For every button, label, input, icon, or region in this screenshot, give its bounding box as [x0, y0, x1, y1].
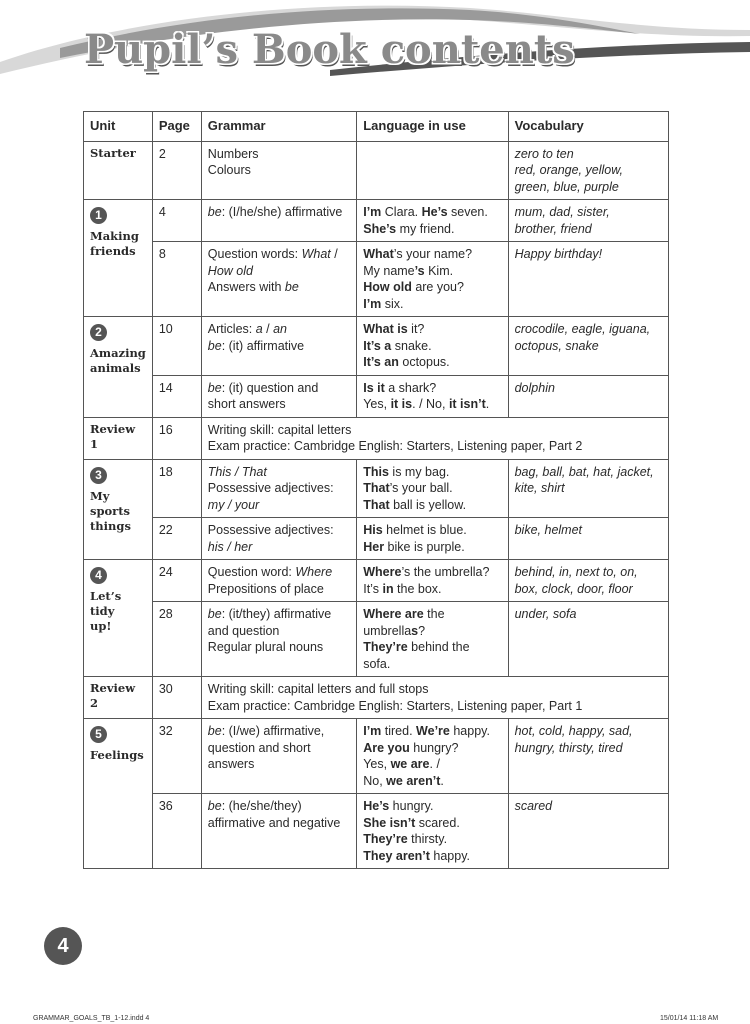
text-run: They’re — [363, 640, 408, 654]
review-cell — [201, 677, 668, 719]
vocab-line: octopus, snake — [514, 338, 599, 353]
language-line — [363, 497, 501, 514]
text-run: He’s — [363, 799, 390, 813]
unit-name: My sports — [90, 488, 131, 518]
table-row — [84, 560, 669, 602]
grammar-line: Colours — [207, 163, 251, 177]
text-run: : (he/she/they) — [221, 799, 302, 813]
grammar-line: and question — [207, 623, 280, 638]
grammar-line: How old — [207, 263, 253, 278]
language-cell — [357, 459, 508, 518]
grammar-line — [208, 279, 350, 296]
text-run: I’m — [363, 724, 382, 738]
text-run: be — [207, 205, 222, 219]
text-run: What — [301, 247, 331, 261]
language-line — [363, 246, 501, 263]
contents-table — [83, 111, 669, 869]
text-run: I’m — [363, 205, 382, 219]
grammar-line: short answers — [207, 397, 286, 411]
unit-number-badge: 4 — [90, 567, 107, 584]
table-row — [84, 602, 669, 677]
review-line: Writing skill: capital letters — [207, 422, 352, 437]
grammar-cell — [201, 518, 356, 560]
text-run: : (it) affirmative — [221, 338, 305, 353]
page-cell: 28 — [152, 602, 201, 677]
grammar-cell — [201, 459, 356, 518]
vocab-line: behind, in, next to, on, — [514, 565, 638, 579]
footer-timestamp: 15/01/14 11:18 AM — [660, 1015, 719, 1022]
text-run: happy. — [429, 848, 470, 863]
text-run: ? — [418, 623, 426, 638]
text-run: . / — [429, 757, 440, 771]
text-run: happy. — [449, 724, 490, 738]
language-line — [363, 623, 501, 640]
vocab-line: box, clock, door, floor — [514, 581, 633, 596]
text-run: / — [330, 247, 338, 261]
page-cell: 36 — [152, 794, 201, 869]
vocab-line: zero to ten — [514, 146, 574, 161]
unit-cell — [84, 719, 153, 869]
text-run: ’s the umbrella? — [401, 565, 490, 579]
unit-name: friends — [90, 244, 136, 258]
language-line — [363, 464, 501, 481]
text-run: Question word: — [207, 565, 296, 579]
language-cell — [357, 375, 508, 417]
text-run: It’s — [363, 581, 383, 596]
unit-cell — [84, 200, 153, 317]
language-line — [363, 204, 501, 221]
page-cell: 4 — [152, 200, 201, 242]
text-run: His — [363, 523, 383, 537]
text-run: are you? — [411, 280, 464, 294]
page-number-badge: 4 — [44, 927, 82, 965]
table-row — [84, 794, 669, 869]
language-cell — [357, 602, 508, 677]
language-cell — [357, 794, 508, 869]
language-line — [363, 831, 501, 848]
text-run: Articles: — [207, 322, 256, 336]
text-run: scared. — [415, 815, 460, 830]
text-run: ’s — [414, 263, 425, 278]
text-run: Yes, — [363, 757, 391, 771]
footer-filename: GRAMMAR_GOALS_TB_1-12.indd 4 — [33, 1015, 150, 1022]
vocab-line: kite, shirt — [514, 481, 565, 495]
language-line — [363, 606, 501, 623]
text-run: it? — [407, 322, 425, 336]
text-run: He’s — [421, 205, 448, 219]
language-cell — [357, 518, 508, 560]
text-run: it is — [390, 397, 413, 411]
text-run: the box. — [393, 581, 442, 596]
text-run: hungry. — [389, 799, 434, 813]
text-run: be — [207, 338, 222, 353]
text-run: ball is yellow. — [389, 497, 467, 512]
review-line: Writing skill: capital letters and full stops — [207, 682, 429, 696]
grammar-cell — [201, 141, 356, 200]
text-run: Are you — [363, 740, 410, 755]
text-run: No, — [363, 773, 387, 788]
language-cell — [357, 200, 508, 242]
unit-cell — [84, 317, 153, 418]
unit-name: Let’s tidy — [90, 589, 122, 618]
language-line — [363, 815, 501, 832]
language-line — [363, 296, 501, 313]
vocab-line: brother, friend — [514, 221, 592, 236]
text-run: be — [207, 724, 222, 738]
text-run: be — [207, 799, 222, 813]
grammar-cell — [201, 200, 356, 242]
unit-number-badge: 3 — [90, 467, 107, 484]
grammar-cell — [201, 602, 356, 677]
grammar-line — [208, 338, 350, 355]
text-run: ’s your ball. — [389, 481, 453, 495]
text-run: octopus. — [398, 355, 450, 369]
page-cell: 16 — [152, 417, 201, 459]
language-cell — [357, 141, 508, 200]
text-run: thirsty. — [407, 832, 448, 846]
text-run: is my bag. — [388, 464, 450, 479]
text-run: : (it/they) affirmative — [221, 607, 332, 621]
unit-name: Feelings — [90, 748, 144, 762]
table-header-row — [84, 112, 669, 142]
table-row — [84, 719, 669, 794]
grammar-cell — [201, 375, 356, 417]
grammar-line: Numbers — [207, 146, 259, 161]
text-run: be — [284, 280, 299, 294]
unit-name: up! — [90, 619, 112, 633]
text-run: a shark? — [384, 380, 437, 395]
grammar-line — [208, 380, 350, 397]
text-run: the — [423, 607, 445, 621]
text-run: : (it) question and — [221, 380, 319, 395]
text-run: She isn’t — [363, 815, 416, 830]
language-line — [363, 354, 501, 371]
text-run: / — [262, 322, 274, 336]
text-run: snake. — [391, 338, 432, 353]
language-line — [363, 756, 501, 773]
grammar-cell — [201, 794, 356, 869]
text-run: They aren’t — [363, 848, 430, 863]
text-run: Where are — [363, 607, 424, 621]
text-run: My name — [363, 263, 415, 278]
unit-cell: Starter — [84, 141, 153, 200]
page-cell: 10 — [152, 317, 201, 376]
language-line — [363, 773, 501, 790]
language-line — [363, 723, 501, 740]
grammar-line: Possessive adjectives: — [207, 523, 334, 537]
text-run: How old — [363, 280, 412, 294]
header-grammar: Grammar — [201, 112, 356, 142]
unit-number-badge: 1 — [90, 207, 107, 224]
unit-name: things — [90, 518, 131, 533]
unit-number-badge: 5 — [90, 726, 107, 743]
language-line — [363, 848, 501, 865]
grammar-cell — [201, 317, 356, 376]
unit-cell — [84, 560, 153, 677]
table-row — [84, 141, 669, 200]
text-run: ’s your name? — [393, 247, 473, 261]
text-run: tired. — [381, 724, 417, 738]
header-vocabulary: Vocabulary — [508, 112, 668, 142]
page-title: Pupil’s Book contents — [84, 26, 575, 73]
language-line — [363, 221, 501, 238]
vocab-line: bag, ball, bat, hat, jacket, — [514, 464, 654, 479]
unit-number-badge: 2 — [90, 324, 107, 341]
text-run: We’re — [416, 724, 450, 738]
text-run: I’m — [363, 296, 382, 311]
vocab-line: green, blue, purple — [514, 179, 619, 194]
language-line — [363, 798, 501, 815]
text-run: Her — [363, 539, 385, 554]
language-line — [363, 338, 501, 355]
vocabulary-cell — [508, 560, 668, 602]
vocabulary-cell — [508, 719, 668, 794]
grammar-line — [208, 606, 350, 623]
grammar-line — [208, 204, 350, 221]
page-cell: 22 — [152, 518, 201, 560]
language-cell — [357, 242, 508, 317]
text-run: It’s an — [363, 355, 399, 369]
language-line — [363, 639, 501, 656]
grammar-line: Possessive adjectives: — [207, 481, 334, 495]
text-run: bike is purple. — [384, 539, 465, 554]
header-unit: Unit — [84, 112, 153, 142]
table-row — [84, 317, 669, 376]
table-row — [84, 677, 669, 719]
review-cell — [201, 417, 668, 459]
language-line — [363, 539, 501, 556]
text-run: That — [363, 481, 390, 495]
language-cell — [357, 719, 508, 794]
grammar-line: Regular plural nouns — [207, 640, 324, 654]
text-run: That — [363, 497, 390, 512]
grammar-line — [208, 246, 350, 263]
grammar-line: question and short — [207, 740, 311, 755]
vocabulary-cell — [508, 200, 668, 242]
text-run: : (I/we) affirmative, — [221, 724, 325, 738]
language-line — [363, 480, 501, 497]
grammar-line — [208, 321, 350, 338]
language-line — [363, 321, 501, 338]
text-run: Kim. — [424, 263, 454, 278]
text-run: . — [440, 773, 444, 788]
text-run: umbrella — [363, 623, 412, 638]
vocab-line: red, orange, yellow, — [514, 163, 624, 177]
table-row — [84, 200, 669, 242]
text-run: seven. — [447, 205, 488, 219]
text-run: . — [485, 397, 490, 411]
grammar-line: answers — [207, 757, 255, 771]
vocab-line: hungry, thirsty, tired — [514, 740, 623, 755]
text-run: an — [273, 322, 288, 336]
text-run: What is — [363, 322, 408, 336]
grammar-line — [208, 798, 350, 815]
language-line — [363, 564, 501, 581]
page-cell: 32 — [152, 719, 201, 794]
vocabulary-cell: dolphin — [508, 375, 668, 417]
text-run: Is it — [363, 380, 385, 395]
text-run: Clara. — [381, 205, 422, 219]
text-run: behind the — [407, 640, 470, 654]
grammar-line: affirmative and negative — [207, 815, 341, 830]
vocabulary-cell — [508, 459, 668, 518]
vocabulary-cell: scared — [508, 794, 668, 869]
unit-name: Making — [90, 229, 139, 243]
vocabulary-cell — [508, 141, 668, 200]
review-line: Exam practice: Cambridge English: Starters, Listening paper, Part 2 — [207, 439, 583, 453]
unit-cell: Review 2 — [84, 677, 153, 719]
language-line — [363, 263, 501, 280]
table-row — [84, 242, 669, 317]
vocab-line: mum, dad, sister, — [514, 205, 610, 219]
text-run: helmet is blue. — [382, 523, 467, 537]
language-line — [363, 581, 501, 598]
grammar-cell — [201, 242, 356, 317]
text-run: What — [363, 247, 394, 261]
text-run: in — [382, 581, 394, 596]
vocabulary-cell: Happy birthday! — [508, 242, 668, 317]
unit-cell — [84, 459, 153, 560]
text-run: Yes, — [363, 397, 391, 411]
grammar-line: This / That — [207, 464, 267, 479]
language-line — [363, 396, 501, 413]
vocabulary-cell: under, sofa — [508, 602, 668, 677]
page-cell: 30 — [152, 677, 201, 719]
text-run: my friend. — [396, 221, 455, 236]
vocabulary-cell — [508, 317, 668, 376]
text-run: Answers with — [207, 280, 285, 294]
table-row — [84, 459, 669, 518]
grammar-line — [208, 564, 350, 581]
text-run: a — [255, 322, 263, 336]
text-run: be — [207, 380, 222, 395]
text-run: She’s — [363, 221, 397, 236]
table-row — [84, 518, 669, 560]
language-cell — [357, 317, 508, 376]
language-line — [363, 522, 501, 539]
text-run: : (I/he/she) affirmative — [221, 205, 343, 219]
page-cell: 8 — [152, 242, 201, 317]
vocabulary-cell: bike, helmet — [508, 518, 668, 560]
grammar-line: my / your — [207, 497, 260, 512]
vocab-line: crocodile, eagle, iguana, — [514, 322, 651, 336]
header-page: Page — [152, 112, 201, 142]
text-run: It’s a — [363, 338, 392, 353]
text-run: hungry? — [409, 740, 459, 755]
language-line — [363, 380, 501, 397]
table-row — [84, 375, 669, 417]
text-run: we are — [390, 757, 430, 771]
grammar-line: Prepositions of place — [207, 581, 324, 596]
vocab-line: hot, cold, happy, sad, — [514, 724, 633, 738]
grammar-cell — [201, 560, 356, 602]
language-cell — [357, 560, 508, 602]
unit-name: Amazing — [90, 346, 146, 360]
text-run: Where — [363, 565, 402, 579]
text-run: s — [411, 623, 419, 638]
grammar-cell — [201, 719, 356, 794]
text-run: six. — [381, 296, 404, 311]
grammar-line: his / her — [207, 539, 253, 554]
text-run: They’re — [363, 832, 408, 846]
text-run: This — [363, 464, 389, 479]
unit-cell: Review 1 — [84, 417, 153, 459]
header-language: Language in use — [357, 112, 508, 142]
unit-name: animals — [90, 361, 141, 375]
page-cell: 14 — [152, 375, 201, 417]
review-line: Exam practice: Cambridge English: Starters, Listening paper, Part 1 — [207, 698, 583, 713]
text-run: be — [207, 607, 222, 621]
language-line — [363, 279, 501, 296]
page-cell: 24 — [152, 560, 201, 602]
grammar-line — [208, 723, 350, 740]
text-run: . / No, — [412, 397, 449, 411]
page-cell: 2 — [152, 141, 201, 200]
language-line — [363, 740, 501, 757]
page-cell: 18 — [152, 459, 201, 518]
table-row — [84, 417, 669, 459]
text-run: Where — [295, 565, 333, 579]
text-run: Question words: — [207, 247, 302, 261]
text-run: it isn’t — [448, 397, 486, 411]
language-line: sofa. — [363, 656, 391, 671]
text-run: we aren’t — [386, 773, 441, 788]
